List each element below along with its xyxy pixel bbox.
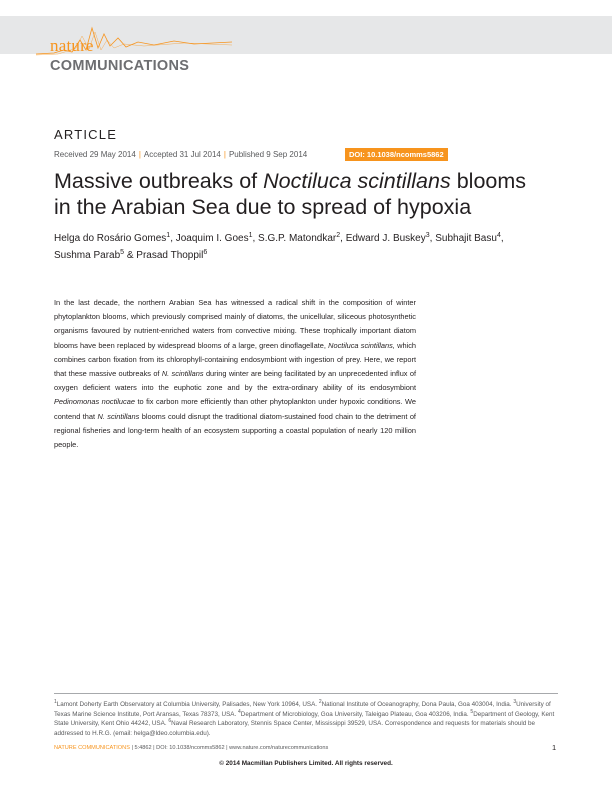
author-name[interactable]: S.G.P. Matondkar	[258, 233, 337, 244]
abstract-text: during winter are being facilitated by an unprecedented influx of oxygen deficient waters into the euphotic zone and by the extra-ordinary ability of its endosymbiont	[54, 369, 416, 393]
author-affiliation-marker: 1	[166, 232, 171, 239]
abstract-text: In the last decade, the northern Arabian Sea has witnessed a radical shift in the composition of winter phytoplankton blooms, which previously comprised mainly of diatoms, the unicellular, siliceous photosynthetic organisms favoured by nutrient-enriched waters from convective mixing. These trophically important diatom blooms have been replaced by widespread blooms of a large, green dinoflagellate,	[54, 298, 416, 350]
author-name[interactable]: Prasad Thoppil	[136, 250, 204, 261]
title-species: Noctiluca scintillans	[263, 169, 451, 193]
affiliation-marker: 6	[168, 718, 172, 725]
affiliation-marker: 3	[513, 699, 517, 705]
author-affiliation-marker: 1	[248, 232, 253, 239]
abstract-species: Pedinomonas noctilucae	[54, 397, 135, 407]
abstract-species: Noctiluca scintillans,	[328, 340, 395, 350]
journal-logo-nature: nature	[50, 36, 94, 55]
author-name[interactable]: Subhajit Basu	[435, 233, 497, 244]
abstract	[54, 296, 416, 452]
author-affiliation-marker: 3	[425, 232, 430, 239]
affiliation-marker: 1	[54, 699, 57, 705]
affiliation-text: University of Texas Marine Science Institute, Port Aransas, Texas 78373, USA.	[54, 701, 551, 718]
accepted-date: Accepted 31 Jul 2014	[143, 150, 221, 159]
abstract-text: which combines carbon fixation from its chlorophyll-containing endosymbiont with ingestion of prey. Here, we report that these massive outbreaks of	[54, 340, 417, 379]
article-dates	[54, 150, 307, 159]
affiliations	[54, 700, 566, 738]
author-separator: ,	[340, 233, 346, 244]
footer-citation-text[interactable]: | 5:4862 | DOI: 10.1038/ncomms5862 | www.nature.com/naturecommunications	[129, 745, 329, 751]
author-name[interactable]: Helga do Rosário Gomes	[54, 233, 167, 244]
author-affiliation-marker: 6	[203, 249, 208, 256]
author-separator: ,	[500, 233, 504, 244]
author-affiliation-marker: 2	[336, 232, 341, 239]
abstract-species: N. scintillans	[97, 411, 140, 421]
affiliation-text: Department of Geology, Kent State University, Kent Ohio 44242, USA.	[54, 710, 555, 728]
published-date: Published 9 Sep 2014	[228, 150, 308, 159]
footnote-divider	[54, 693, 558, 694]
author-name[interactable]: Joaquim I. Goes	[175, 233, 249, 244]
footer-journal-name: NATURE COMMUNICATIONS	[54, 745, 130, 751]
affiliation-text: Naval Research Laboratory, Stennis Space Center, Mississippi 39529, USA. Correspondence and requests for materials should be addressed to H.R.G. (email: helga@ldeo.columbia.edu).	[54, 720, 536, 737]
abstract-text: blooms could disrupt the traditional diatom-sustained food chain to the detriment of regional fisheries and long-term health of an ecosystem supporting a coastal population of nearly 120 million people.	[54, 411, 416, 450]
date-separator: |	[223, 150, 226, 159]
date-separator: |	[138, 150, 141, 159]
affiliation-marker: 4	[238, 708, 241, 715]
received-date: Received 29 May 2014	[54, 150, 136, 159]
doi-badge[interactable]: DOI: 10.1038/ncomms5862	[345, 148, 448, 161]
title-part: Massive outbreaks of	[54, 169, 264, 193]
section-label: ARTICLE	[54, 127, 118, 142]
footer-citation	[54, 745, 328, 751]
abstract-species: N. scintillans	[161, 369, 204, 379]
affiliation-marker: 5	[470, 708, 474, 715]
affiliation-text: Lamont Doherty Earth Observatory at Columbia University, Palisades, New York 10964, USA.	[56, 701, 319, 708]
author-name[interactable]: Sushma Parab	[54, 250, 121, 261]
abstract-text: to fix carbon more efficiently than other phytoplankton under hypoxic conditions. We contend that	[54, 397, 416, 421]
author-list	[54, 230, 564, 264]
author-separator: ,	[252, 233, 259, 244]
journal-logo-communications: COMMUNICATIONS	[50, 58, 190, 74]
author-name[interactable]: Edward J. Buskey	[345, 233, 426, 244]
author-affiliation-marker: 5	[120, 249, 125, 256]
affiliation-text: National Institute of Oceanography, Dona Paula, Goa 403004, India.	[321, 701, 514, 708]
author-affiliation-marker: 4	[496, 232, 501, 239]
title-part: in the Arabian Sea due to spread of hypoxia	[54, 195, 472, 219]
affiliation-marker: 2	[318, 699, 322, 705]
author-separator: ,	[429, 233, 436, 244]
title-part: blooms	[450, 169, 527, 193]
article-title	[54, 168, 574, 220]
page-number: 1	[552, 743, 557, 752]
author-separator: &	[124, 250, 137, 261]
affiliation-text: Department of Microbiology, Goa University, Taleigao Plateau, Goa 403206, India.	[240, 710, 471, 718]
copyright-notice: © 2014 Macmillan Publishers Limited. All rights reserved.	[219, 760, 393, 767]
author-separator: ,	[170, 233, 176, 244]
